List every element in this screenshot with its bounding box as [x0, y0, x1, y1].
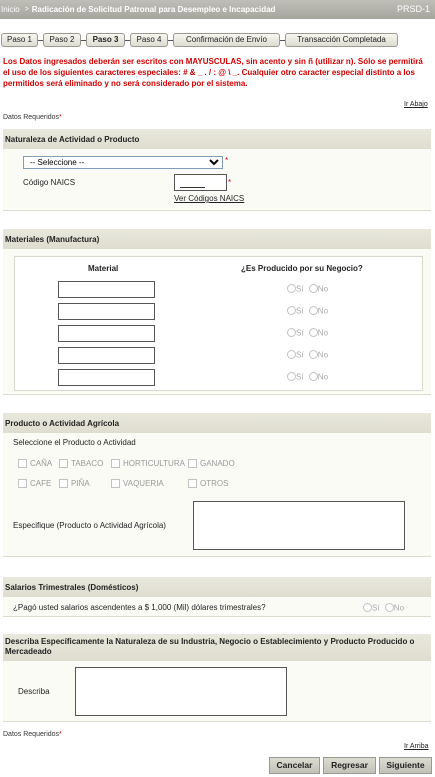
produced-radio-group-1: Sí No: [287, 284, 328, 293]
no-radio[interactable]: [309, 350, 318, 359]
cancel-button[interactable]: Cancelar: [269, 757, 320, 774]
step-2[interactable]: Paso 2: [43, 33, 81, 47]
checkbox[interactable]: [59, 459, 68, 468]
form-code: PRSD-1: [396, 4, 430, 14]
title-bar: [0, 0, 435, 19]
yes-radio[interactable]: [287, 328, 296, 337]
naics-code-input[interactable]: [174, 174, 227, 191]
agricultural-panel: [3, 413, 431, 557]
no-radio[interactable]: [309, 372, 318, 381]
step-navigation: [0, 33, 435, 47]
scroll-up-link[interactable]: Ir Arriba: [404, 743, 429, 750]
option-vaqueria[interactable]: VAQUERIA: [111, 479, 164, 488]
salaries-panel-title: Salarios Trimestrales (Domésticos): [3, 577, 431, 597]
breadcrumb-separator: >: [24, 6, 29, 13]
option-horticultura[interactable]: HORTICULTURA: [111, 459, 185, 468]
yes-radio[interactable]: [363, 603, 372, 612]
required-mark: *: [225, 156, 229, 165]
salaries-radio-group: Sí No: [363, 603, 404, 612]
specify-label: Especifique (Producto o Actividad Agrícola): [13, 521, 166, 530]
no-radio[interactable]: [309, 306, 318, 315]
material-column-header: Material: [88, 264, 119, 273]
specify-textarea[interactable]: [193, 501, 405, 550]
step-confirmation[interactable]: Confirmación de Envío: [173, 33, 280, 47]
salaries-panel: [3, 577, 431, 617]
option-ganado[interactable]: GANADO: [188, 459, 235, 468]
checkbox[interactable]: [188, 459, 197, 468]
step-1[interactable]: Paso 1: [1, 33, 38, 47]
checkbox[interactable]: [111, 479, 120, 488]
no-radio[interactable]: [309, 328, 318, 337]
material-input-1[interactable]: [58, 281, 155, 298]
option-tabaco[interactable]: TABACO: [59, 459, 103, 468]
required-fields-note: Datos Requeridos*: [3, 731, 62, 738]
required-mark: *: [228, 178, 232, 187]
yes-radio[interactable]: [287, 306, 296, 315]
no-radio[interactable]: [385, 603, 394, 612]
option-cafe[interactable]: CAFE: [18, 479, 51, 488]
material-input-5[interactable]: [58, 369, 155, 386]
materials-panel-title: Materiales (Manufactura): [3, 229, 431, 249]
materials-table: [14, 256, 423, 391]
option-cana[interactable]: CAÑA: [18, 459, 52, 468]
describe-panel-title: Describa Específicamente la Naturaleza de su Industria, Negocio o Establecimiento y Producto Producido o Mercadeado: [3, 634, 431, 661]
page-title: Radicación de Solicitud Patronal para Desempleo e Incapacidad: [31, 5, 276, 14]
option-otros[interactable]: OTROS: [188, 479, 228, 488]
scroll-down-link[interactable]: Ir Abajo: [404, 101, 428, 108]
yes-radio[interactable]: [287, 284, 296, 293]
describe-textarea[interactable]: [75, 667, 287, 716]
activity-select[interactable]: [23, 156, 223, 169]
step-3[interactable]: Paso 3: [86, 33, 125, 47]
checkbox[interactable]: [188, 479, 197, 488]
material-input-2[interactable]: [58, 303, 155, 320]
produced-radio-group-3: Sí No: [287, 328, 328, 337]
option-pina[interactable]: PIÑA: [59, 479, 90, 488]
nature-panel-title: Naturaleza de Actividad o Producto: [3, 129, 431, 149]
agricultural-panel-title: Producto o Actividad Agrícola: [3, 413, 431, 433]
material-input-4[interactable]: [58, 347, 155, 364]
step-4[interactable]: Paso 4: [130, 33, 168, 47]
yes-radio[interactable]: [287, 372, 296, 381]
next-button[interactable]: Siguiente: [379, 757, 432, 774]
nature-panel: [3, 129, 431, 211]
required-fields-note: Datos Requeridos*: [3, 114, 62, 121]
produced-radio-group-4: Sí No: [287, 350, 328, 359]
salaries-question: ¿Pagó usted salarios ascendentes a $ 1,000 (Mil) dólares trimestrales?: [13, 603, 266, 612]
warning-message: Los Datos ingresados deberán ser escritos con MAYUSCULAS, sin acento y sin ñ (utilizar n). Sólo se permitirá el uso de los siguientes caracteres especiales: # & _ . / : @ \ _. Cualquier otro caracter especial distinto a los permitidos será eliminado y no será considerado por el sistema.: [3, 57, 423, 88]
back-button[interactable]: Regresar: [323, 757, 376, 774]
checkbox[interactable]: [59, 479, 68, 488]
describe-label: Describa: [18, 687, 50, 696]
view-naics-codes-link[interactable]: Ver Códigos NAICS: [174, 194, 245, 203]
agricultural-instruction: Seleccione el Producto o Actividad: [13, 438, 136, 447]
describe-panel: [3, 634, 431, 722]
yes-radio[interactable]: [287, 350, 296, 359]
naics-label: Código NAICS: [23, 178, 76, 187]
materials-panel: [3, 229, 431, 395]
step-completed[interactable]: Transacción Completada: [285, 33, 398, 47]
material-input-3[interactable]: [58, 325, 155, 342]
produced-column-header: ¿Es Producido por su Negocio?: [241, 264, 363, 273]
produced-radio-group-5: Sí No: [287, 372, 328, 381]
checkbox[interactable]: [18, 479, 27, 488]
checkbox[interactable]: [111, 459, 120, 468]
home-link[interactable]: Inicio: [1, 5, 20, 14]
checkbox[interactable]: [18, 459, 27, 468]
no-radio[interactable]: [309, 284, 318, 293]
produced-radio-group-2: Sí No: [287, 306, 328, 315]
